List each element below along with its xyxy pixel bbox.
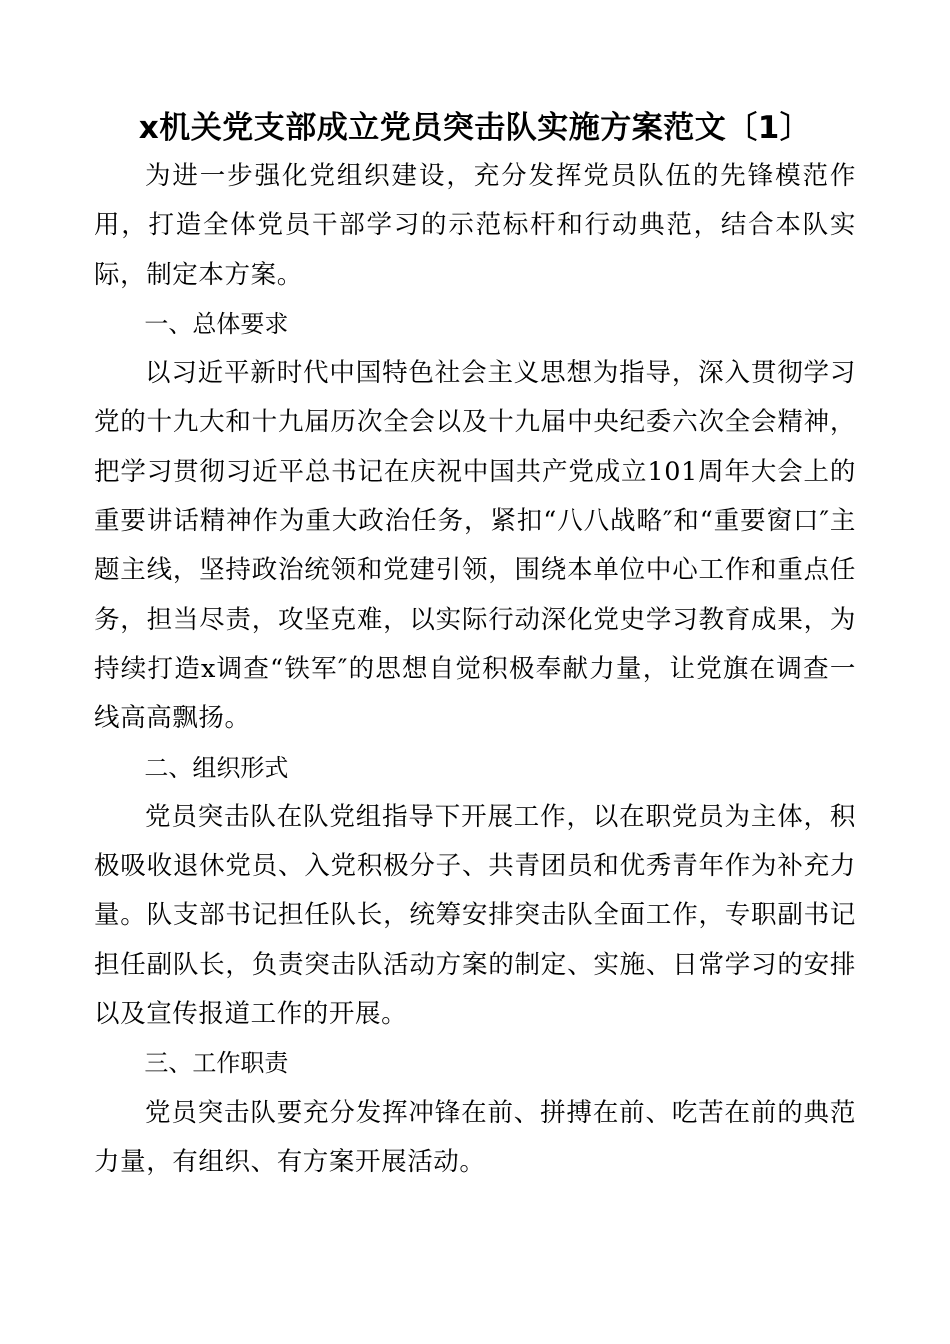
section-heading: 一、总体要求 xyxy=(144,309,289,338)
section-paragraph: 党员突击队在队党组指导下开展工作，以在职党员为主体，积极吸收退休党员、入党积极分子、共青团员和优秀青年作为补充力量。队支部书记担任队长，统筹安排突击队全面工作，专职副书记担任副队长，负责突击队活动方案的制定、实施、日常学习的安排以及宣传报道工作的开展。 xyxy=(94,801,856,1030)
section-general-requirements xyxy=(94,300,856,744)
intro-paragraph: 为进一步强化党组织建设，充分发挥党员队伍的先锋模范作用，打造全体党员干部学习的示范标杆和行动典范，结合本队实际，制定本方案。 xyxy=(94,161,856,290)
section-work-duties xyxy=(94,1039,856,1187)
section-heading: 三、工作职责 xyxy=(144,1049,289,1078)
document-title: x机关党支部成立党员突击队实施方案范文〔1〕 xyxy=(138,110,812,146)
section-paragraph: 以习近平新时代中国特色社会主义思想为指导，深入贯彻学习党的十九大和十九届历次全会以及十九届中央纪委六次全会精神，把学习贯彻习近平总书记在庆祝中国共产党成立101周年大会上的重要讲话精神作为重大政治任务，紧扣“八八战略″和“重要窗口″主题主线，坚持政治统领和党建引领，围绕本单位中心工作和重点任务，担当尽责，攻坚克难，以实际行动深化党史学习教育成果，为持续打造x调查“铁军″的思想自觉积极奉献力量，让党旗在调查一线高高飘扬。 xyxy=(94,358,856,734)
section-organization-form xyxy=(94,744,856,1040)
section-heading: 二、组织形式 xyxy=(144,753,289,782)
section-paragraph: 党员突击队要充分发挥冲锋在前、拼搏在前、吃苦在前的典范力量，有组织、有方案开展活动。 xyxy=(94,1097,856,1177)
